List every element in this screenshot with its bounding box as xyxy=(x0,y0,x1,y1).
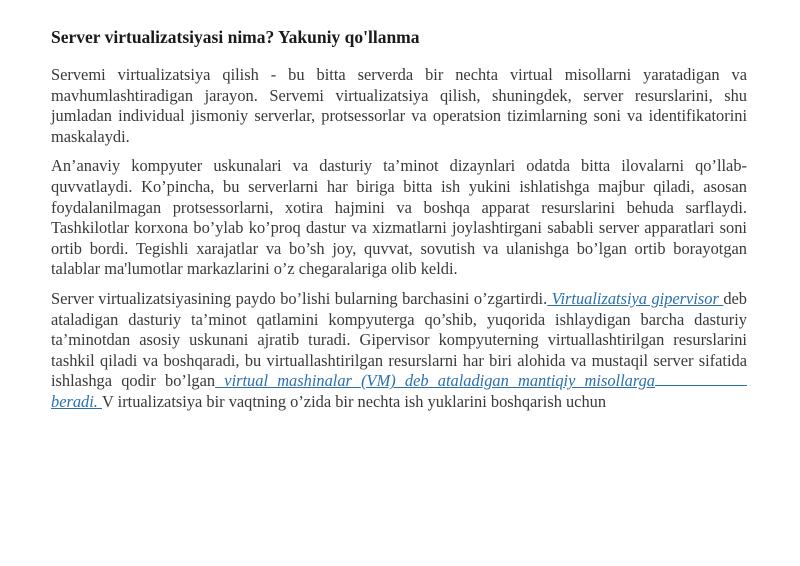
paragraph-1: Servеmi virtualizatsiya qilish - bu bitta serverda bir nechta virtual misollarni yaratadigan va mavhumlashtiradigan jarayon. Servemi virtualizatsiya qilish, shuningdek, server resurslarini, shu jumladan individual jismoniy serverlar, protsessorlar va operatsion tizimlarning soni va identifikatorini maskalaydi. xyxy=(51,65,747,146)
paragraph-2: An’anaviy kompyuter uskunalari va dasturiy ta’minot dizaynlari odatda bitta ilovalarni qo’llab-quvvatlaydi. Ko’pincha, bu serverlarni har biriga bitta ish yukini ishlatishga majbur qiladi, asosan foydalanilmagan protsessorlarni, xotira hajmini va boshqa apparat resurslarini behuda sarflaydi. Tashkilotlar korxona bo’ylab ko’proq dastur va xizmatlarni joylashtirgani sababli server apparatlari soni ortib bordi. Tegishli xarajatlar va bo’sh joy, quvvat, sovutish va ulanishga bo’lgan ortib borayotgan talablar ma'lumotlar markazlarini o’z chegaralariga olib keldi. xyxy=(51,156,747,279)
virtualizatsiya-gipervisor-link[interactable]: Virtualizatsiya gipervisor xyxy=(547,288,724,308)
document-title: Server virtualizatsiyasi nima? Yakuniy qo'llanma xyxy=(51,27,420,47)
paragraph-3-text-1: Server virtualizatsiyasining paydo bo’lishi bularning barchasini o’zgartirdi. xyxy=(51,288,548,308)
virtual-mashinalar-link[interactable]: virtual mashinalar (VM) deb ataladigan mantiqiy misollarga xyxy=(215,371,655,391)
paragraph-3 xyxy=(51,289,747,413)
beradi-link[interactable]: beradi. xyxy=(51,391,102,411)
paragraph-3-text-3: V irtualizatsiya bir vaqtning o’zida bir nechta ish yuklarini boshqarish uchun xyxy=(102,391,607,411)
paragraph-3-text-2: deb ataladigan dasturiy ta’minot qatlamini kompyuterga qo’shib, yuqorida ishlaydigan barcha dasturiy ta’minotdan asosiy uskunani ajratib turadi. Gipervisor kompyuterning virtuallashtirilgan resurslarini tashkil qiladi va boshqaradi, bu virtuallashtirilgan resurslarni har biri alohida va mustaqil server sifatida ishlashga qodir bo’lgan xyxy=(51,288,747,391)
document-page xyxy=(51,26,747,422)
link-underline-gap xyxy=(655,385,747,386)
